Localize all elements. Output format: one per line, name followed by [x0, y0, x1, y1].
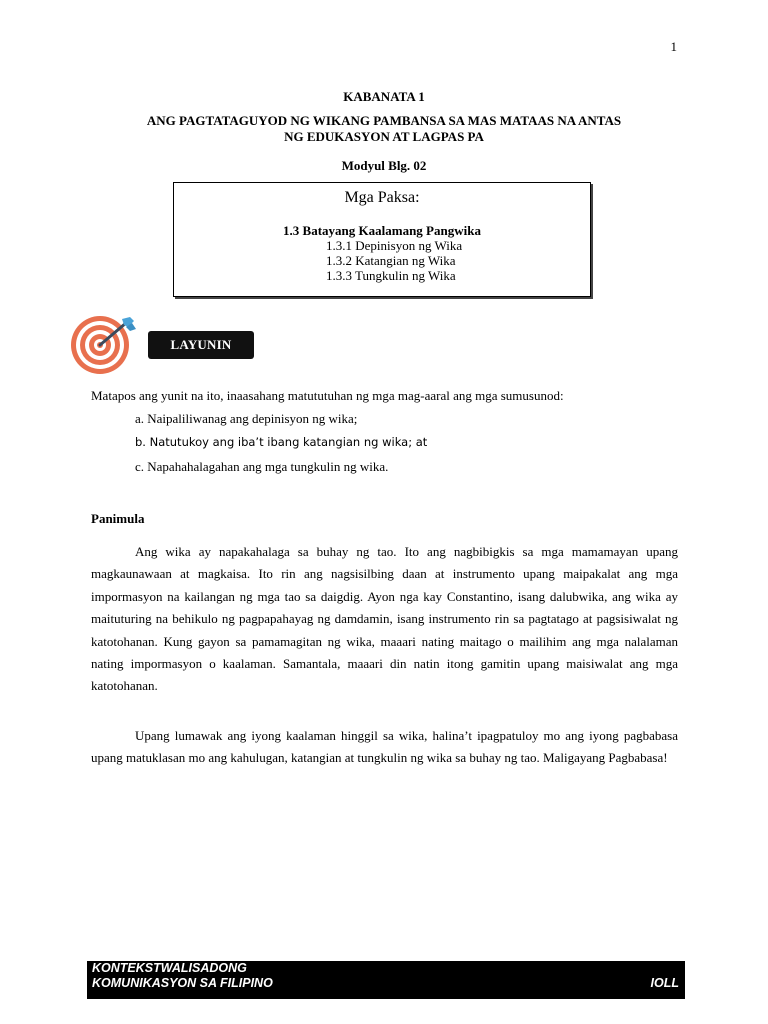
objectives-intro: Matapos ang yunit na ito, inaasahang matututuhan ng mga mag-aaral ang mga sumusunod:	[91, 388, 564, 403]
footer-right: IOLL	[650, 976, 679, 990]
topics-main: 1.3 Batayang Kaalamang Pangwika	[283, 223, 481, 238]
section-title: Panimula	[91, 511, 145, 526]
footer-line-2: KOMUNIKASYON SA FILIPINO	[92, 976, 273, 990]
topic-item: 1.3.1 Depinisyon ng Wika	[326, 238, 463, 253]
document-title	[0, 113, 768, 145]
topics-title: Mga Paksa:	[344, 189, 420, 206]
chapter-heading: KABANATA 1	[343, 89, 425, 104]
objective-item: b. Natutukoy ang iba’t ibang katangian ng wika; at	[135, 435, 428, 449]
paragraph	[91, 725, 678, 770]
module-number: Modyul Blg. 02	[341, 158, 427, 173]
paragraph	[91, 541, 678, 698]
paragraph-text: Upang lumawak ang iyong kaalaman hinggil sa wika, halina’t ipagpatuloy mo ang iyong pagbabasa upang matuklasan mo ang kahulugan, katangian at tungkulin ng wika sa buhay ng tao. Maligayang Pagbabasa!	[91, 728, 678, 766]
target-icon	[64, 315, 140, 375]
page-number: 1	[670, 39, 677, 54]
footer-line-1: KONTEKSTWALISADONG	[92, 961, 247, 975]
paragraph-text: Ang wika ay napakahalaga sa buhay ng tao. Ito ang nagbibigkis sa mga mamamayan upang magkaunawaan at magkaisa. Ito rin ang nagsisilbing daan at instrumento upang maipakalat ang mga impormasyon na kailangan ng mga tao sa daigdig. Ayon nga kay Constantino, isang dalubwika, ang wika ay maituturing na behikulo ng pagpapahayag ng damdamin, isang instrumento rin sa pagtatago at pagsisiwalat ng katotohanan. Kung gayon sa pamamagitan ng wika, maaari nating maitago o mailihim ang mga nalalaman nating impormasyon o kaalaman. Samantala, maaari din natin itong gamitin upang maisiwalat ang mga katotohanan.	[91, 544, 678, 694]
topic-item: 1.3.2 Katangian ng Wika	[326, 253, 456, 268]
objective-item: a. Naipaliliwanag ang depinisyon ng wika;	[135, 411, 358, 426]
layunin-badge: LAYUNIN	[148, 331, 254, 359]
topic-item: 1.3.3 Tungkulin ng Wika	[326, 268, 456, 283]
title-line-1: ANG PAGTATAGUYOD NG WIKANG PAMBANSA SA MAS MATAAS NA ANTAS	[146, 113, 622, 128]
title-line-2: NG EDUKASYON AT LAGPAS PA	[284, 129, 484, 144]
objective-item: c. Napahahalagahan ang mga tungkulin ng wika.	[135, 459, 389, 474]
footer-bar	[87, 961, 685, 999]
topics-box	[173, 182, 591, 297]
